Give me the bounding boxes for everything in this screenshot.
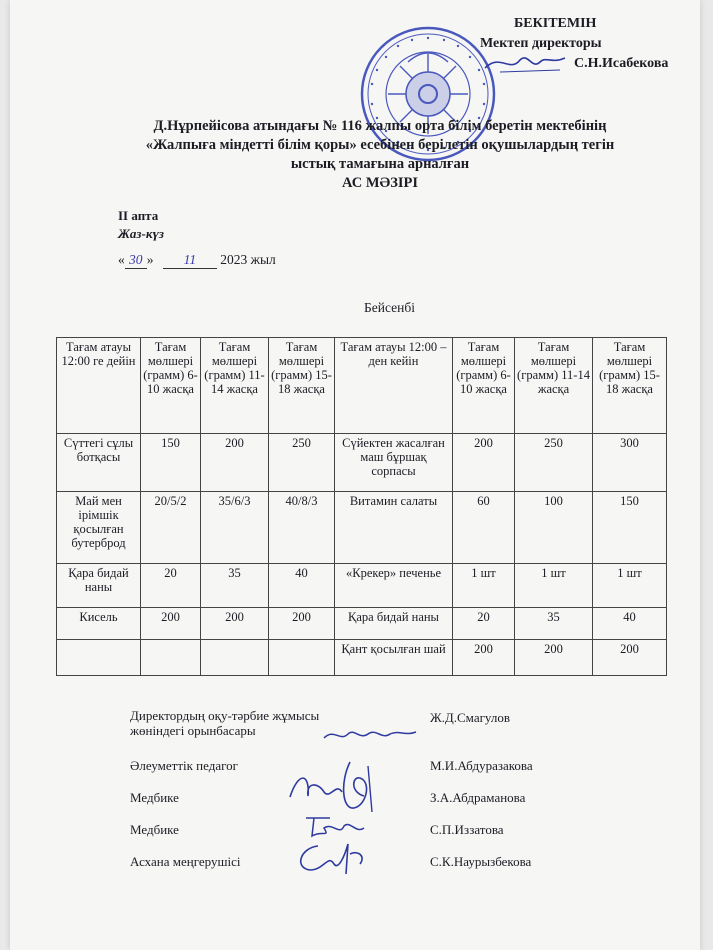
signatory-name: М.И.Абдуразакова: [430, 758, 533, 773]
signatory-position: Медбике: [130, 822, 179, 837]
header-cell: Тағам атауы 12:00 – ден кейін: [335, 338, 453, 434]
menu-table: [56, 337, 667, 676]
signatory-position: Медбике: [130, 790, 179, 805]
date-close-quote: »: [146, 252, 154, 267]
date-line: [118, 252, 276, 269]
document-sheet: [10, 0, 700, 950]
table-header-row: [57, 338, 667, 434]
table-cell: Витамин салаты: [335, 492, 453, 564]
table-cell: 1 шт: [593, 564, 667, 608]
table-cell: 20: [453, 608, 515, 640]
table-cell: 150: [141, 434, 201, 492]
table-cell: [57, 640, 141, 676]
weekday-label: Бейсенбі: [364, 300, 415, 315]
header-cell: Тағам мөлшері (грамм) 6-10 жасқа: [141, 338, 201, 434]
header-cell: Тағам мөлшері (грамм) 11-14 жасқа: [201, 338, 269, 434]
table-row: [57, 564, 667, 608]
table-cell: 200: [201, 434, 269, 492]
table-cell: 100: [515, 492, 593, 564]
handwritten-signature: [320, 720, 420, 750]
table-cell: 200: [453, 640, 515, 676]
header-cell: Тағам мөлшері (грамм) 11-14 жасқа: [515, 338, 593, 434]
table-cell: 250: [269, 434, 335, 492]
header-cell: Тағам атауы 12:00 ге дейін: [57, 338, 141, 434]
table-cell: 1 шт: [453, 564, 515, 608]
document-title: [120, 117, 640, 193]
table-cell: Сүттегі сұлы ботқасы: [57, 434, 141, 492]
table-cell: Май мен ірімшік қосылған бутерброд: [57, 492, 141, 564]
table-cell: [201, 640, 269, 676]
approval-name: С.Н.Исабекова: [574, 56, 669, 71]
header-cell: Тағам мөлшері (грамм) 15-18 жасқа: [269, 338, 335, 434]
title-line-4: АС МӘЗІРІ: [341, 175, 419, 191]
table-cell: [141, 640, 201, 676]
signatory-position: Әлеуметтік педагог: [130, 758, 238, 773]
title-line-2: «Жалпыға міндетті білім қоры» есебінен берілетін оқушылардың тегін: [145, 137, 615, 153]
signatory-name: З.А.Абдраманова: [430, 790, 526, 805]
table-cell: 40: [269, 564, 335, 608]
week-label: II апта: [118, 208, 159, 223]
table-cell: 60: [453, 492, 515, 564]
table-cell: 200: [515, 640, 593, 676]
handwritten-signature: [288, 834, 378, 878]
signatory-position: Директордың оқу-тәрбие жұмысы жөніндегі орынбасары: [130, 708, 320, 738]
table-cell: 35/6/3: [201, 492, 269, 564]
table-cell: 200: [201, 608, 269, 640]
signatory-name: Ж.Д.Смагулов: [430, 710, 510, 725]
table-row: [57, 640, 667, 676]
table-row: [57, 608, 667, 640]
signatory-name: С.К.Наурызбекова: [430, 854, 532, 869]
table-row: [57, 492, 667, 564]
director-signature: [480, 48, 570, 76]
table-cell: 150: [593, 492, 667, 564]
date-month: 11: [163, 252, 217, 269]
table-cell: Сүйектен жасалған маш бұршақ сорпасы: [335, 434, 453, 492]
table-cell: 200: [269, 608, 335, 640]
table-cell: Қант қосылған шай: [335, 640, 453, 676]
table-cell: 40/8/3: [269, 492, 335, 564]
table-cell: 200: [453, 434, 515, 492]
table-cell: 20/5/2: [141, 492, 201, 564]
date-day: 30: [125, 252, 147, 269]
table-cell: 1 шт: [515, 564, 593, 608]
table-cell: 300: [593, 434, 667, 492]
table-cell: 35: [515, 608, 593, 640]
title-line-3: ыстық тамағына арналған: [290, 156, 470, 172]
table-cell: «Крекер» печенье: [335, 564, 453, 608]
table-cell: 250: [515, 434, 593, 492]
season-label: Жаз-күз: [118, 226, 164, 241]
table-cell: [269, 640, 335, 676]
header-cell: Тағам мөлшері (грамм) 6-10 жасқа: [453, 338, 515, 434]
table-row: [57, 434, 667, 492]
approval-position: Мектеп директоры: [480, 36, 602, 51]
date-open-quote: «: [118, 252, 125, 267]
signatory-position: Асхана меңгерушісі: [130, 854, 241, 869]
table-cell: 35: [201, 564, 269, 608]
title-line-1: Д.Нұрпейісова атындағы № 116 жалпы орта білім беретін мектебінің: [153, 118, 607, 134]
approval-heading: БЕКІТЕМІН: [514, 16, 597, 31]
table-cell: 40: [593, 608, 667, 640]
table-cell: Қара бидай наны: [57, 564, 141, 608]
table-cell: Кисель: [57, 608, 141, 640]
table-cell: 200: [141, 608, 201, 640]
table-cell: 20: [141, 564, 201, 608]
header-cell: Тағам мөлшері (грамм) 15-18 жасқа: [593, 338, 667, 434]
table-cell: Қара бидай наны: [335, 608, 453, 640]
date-year: 2023 жыл: [220, 252, 276, 267]
table-cell: 200: [593, 640, 667, 676]
signatory-name: С.П.Иззатова: [430, 822, 504, 837]
